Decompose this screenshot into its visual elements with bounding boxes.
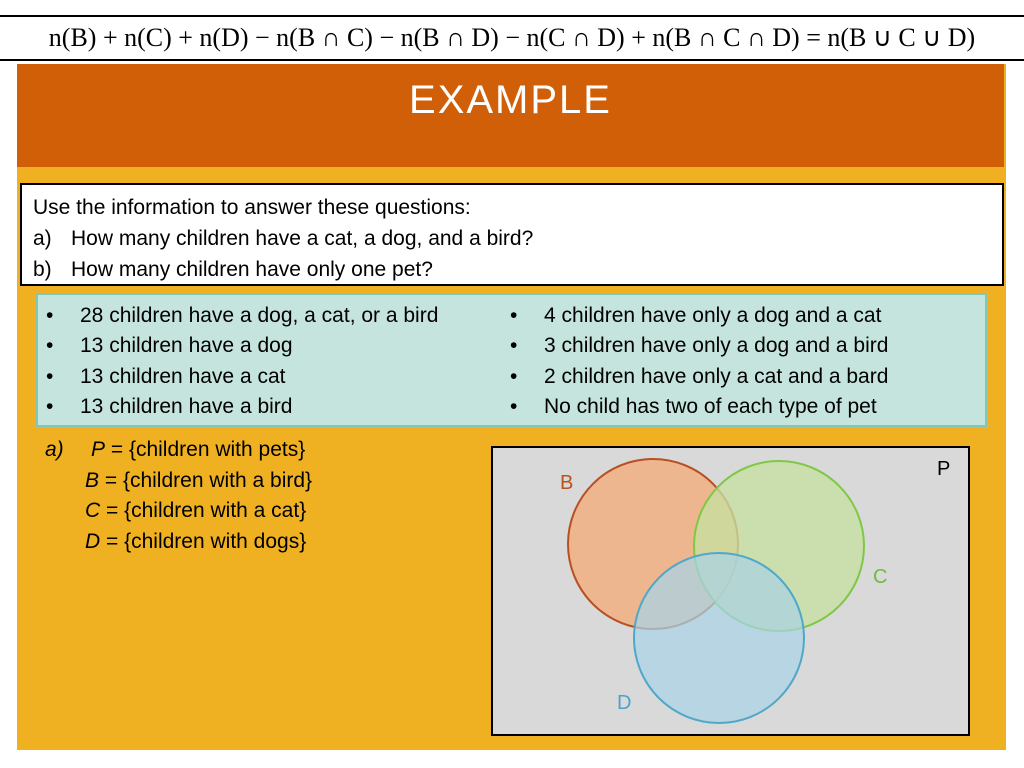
fact-item bbox=[46, 331, 293, 361]
universe-label: P bbox=[937, 458, 951, 480]
venn-label-d: D bbox=[617, 692, 632, 714]
venn-label-c: C bbox=[873, 566, 888, 588]
set-definition-row bbox=[45, 466, 312, 497]
set-variable: C bbox=[85, 499, 101, 522]
set-definition-row bbox=[45, 496, 312, 527]
set-part-label: a) bbox=[45, 438, 64, 461]
set-definition-row bbox=[45, 435, 312, 466]
question-text: How many children have only one pet? bbox=[71, 258, 433, 281]
fact-text: 13 children have a bird bbox=[80, 395, 293, 418]
fact-item bbox=[46, 392, 292, 422]
fact-text: No child has two of each type of pet bbox=[544, 395, 877, 418]
question-item bbox=[33, 254, 991, 285]
set-variable: B bbox=[85, 468, 100, 492]
question-intro: Use the information to answer these questions: bbox=[33, 196, 471, 219]
fact-item bbox=[510, 392, 877, 422]
title-band bbox=[17, 64, 1004, 167]
bullet-icon: • bbox=[510, 304, 518, 327]
venn-label-b: B bbox=[560, 472, 574, 494]
set-description: = {children with dogs} bbox=[100, 529, 307, 553]
bullet-icon: • bbox=[46, 304, 54, 327]
fact-text: 13 children have a dog bbox=[80, 334, 293, 357]
fact-item bbox=[510, 301, 881, 331]
question-box bbox=[20, 183, 1004, 286]
venn-diagram bbox=[491, 446, 970, 736]
facts-box bbox=[36, 293, 987, 427]
fact-item bbox=[46, 301, 438, 331]
fact-text: 2 children have only a cat and a bard bbox=[544, 365, 889, 388]
set-definitions bbox=[45, 435, 312, 557]
bullet-icon: • bbox=[510, 334, 518, 357]
formula-bar bbox=[0, 15, 1024, 61]
question-label: a) bbox=[33, 227, 52, 250]
bullet-icon: • bbox=[510, 365, 518, 388]
formula-text: n(B) + n(C) + n(D) − n(B ∩ C) − n(B ∩ D) − n(C ∩ D) + n(B ∩ C ∩ D) = n(B ∪ C ∪ D) bbox=[48, 23, 976, 52]
question-label: b) bbox=[33, 258, 52, 281]
question-item bbox=[33, 223, 991, 254]
bullet-icon: • bbox=[46, 395, 54, 418]
fact-text: 3 children have only a dog and a bird bbox=[544, 334, 889, 357]
fact-item bbox=[510, 331, 888, 361]
page-title: EXAMPLE bbox=[409, 78, 612, 122]
venn-circle-d bbox=[634, 553, 804, 723]
fact-item bbox=[510, 362, 888, 392]
fact-text: 4 children have only a dog and a cat bbox=[544, 304, 882, 327]
question-text: How many children have a cat, a dog, and a bird? bbox=[71, 227, 534, 250]
set-definition-row bbox=[45, 527, 312, 558]
fact-text: 13 children have a cat bbox=[80, 365, 286, 388]
set-variable: P bbox=[91, 438, 106, 461]
fact-text: 28 children have a dog, a cat, or a bird bbox=[80, 304, 439, 327]
set-description: = {children with a bird} bbox=[99, 468, 313, 492]
bullet-icon: • bbox=[46, 334, 54, 357]
fact-item bbox=[46, 362, 285, 392]
set-description: = {children with a cat} bbox=[100, 499, 307, 522]
set-description: = {children with pets} bbox=[105, 438, 306, 461]
set-variable: D bbox=[85, 529, 101, 553]
bullet-icon: • bbox=[510, 395, 518, 418]
bullet-icon: • bbox=[46, 365, 54, 388]
